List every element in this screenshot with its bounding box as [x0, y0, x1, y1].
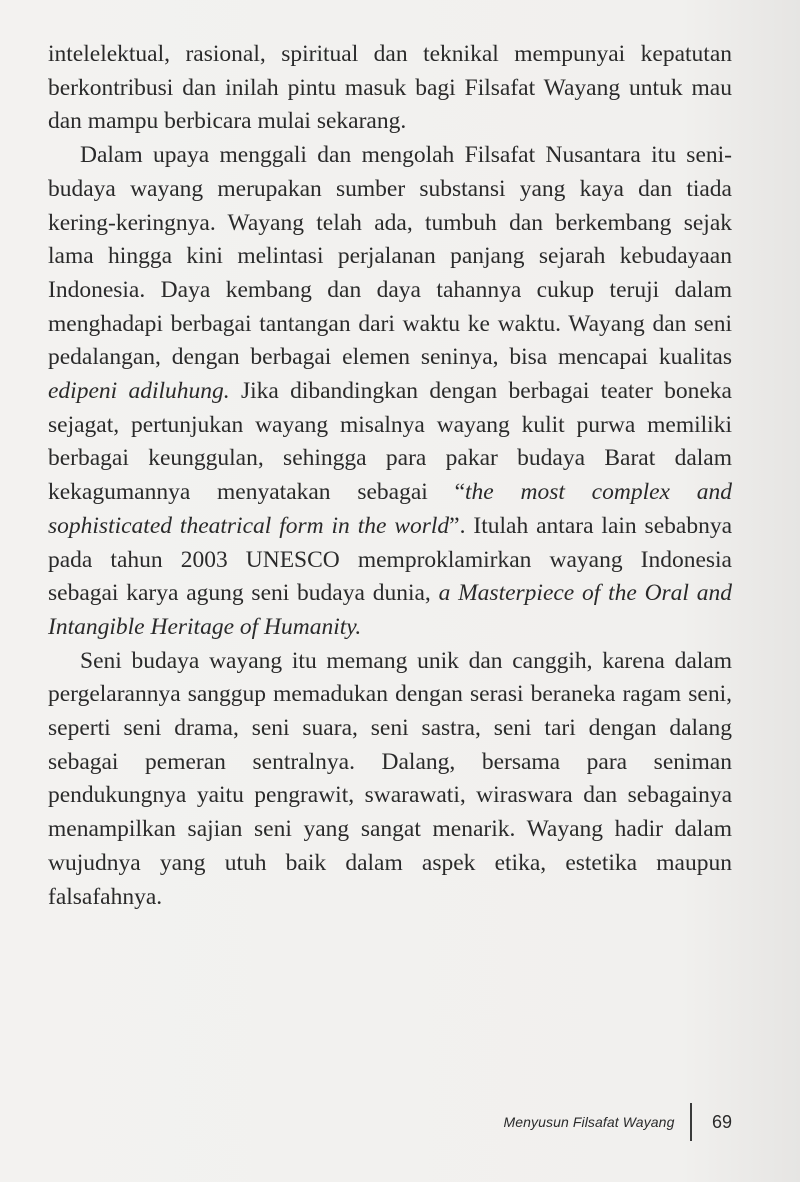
paragraph-2: [48, 139, 732, 645]
running-head: Menyusun Filsafat Wayang: [503, 1114, 675, 1130]
page-number: 69: [711, 1111, 732, 1132]
body-text: [48, 38, 732, 914]
paragraph-segment: ”. Itulah antara lain sebabnya pada tahun 2003 UNESCO memproklamirkan wayang Indonesia sebagai karya agung seni budaya dunia,: [48, 512, 732, 607]
paragraph-segment: intelelektual, rasional, spiritual dan teknikal mempunyai kepatutan berkontribusi dan inilah pintu masuk bagi Filsafat Wayang untuk mau dan mampu berbicara mulai sekarang.: [48, 41, 732, 135]
italic-quote: the most complex and sophisticated theatrical form in the world: [48, 479, 732, 539]
italic-phrase: a Masterpiece of the Oral and Intangible Heritage of Humanity.: [48, 580, 732, 640]
paragraph-segment: Jika dibandingkan dengan berbagai teater boneka sejagat, pertunjukan wayang misalnya wayang kulit purwa memiliki berbagai keunggulan, sehingga para pakar budaya Barat dalam kekagumannya menyatakan sebagai “: [48, 378, 732, 506]
page-footer: [503, 1103, 732, 1141]
paragraph-segment: Seni budaya wayang itu memang unik dan canggih, karena dalam pergelarannya sanggup memadukan dengan serasi beraneka ragam seni, seperti seni drama, seni suara, seni sastra, seni tari dengan dalang sebagai pemeran sentralnya. Dalang, bersama para seniman pendukungnya yaitu pengrawit, swarawati, wiraswara dan sebagainya menampilkan sajian seni yang sangat menarik. Wayang hadir dalam wujudnya yang utuh baik dalam aspek etika, estetika maupun falsafahnya.: [48, 647, 732, 910]
footer-divider: [690, 1103, 692, 1141]
paragraph-3: [48, 645, 732, 915]
paragraph-1: [48, 38, 732, 139]
paragraph-segment: Dalam upaya menggali dan mengolah Filsafat Nusantara itu seni-budaya wayang merupakan sumber substansi yang kaya dan tiada kering-keringnya. Wayang telah ada, tumbuh dan berkembang sejak lama hingga kini melintasi perjalanan panjang sejarah kebudayaan Indonesia. Daya kembang dan daya tahannya cukup teruji dalam menghadapi berbagai tantangan dari waktu ke waktu. Wayang dan seni pedalangan, dengan berbagai elemen seninya, bisa mencapai kualitas: [48, 142, 732, 371]
italic-phrase: edipeni adiluhung.: [48, 378, 230, 405]
